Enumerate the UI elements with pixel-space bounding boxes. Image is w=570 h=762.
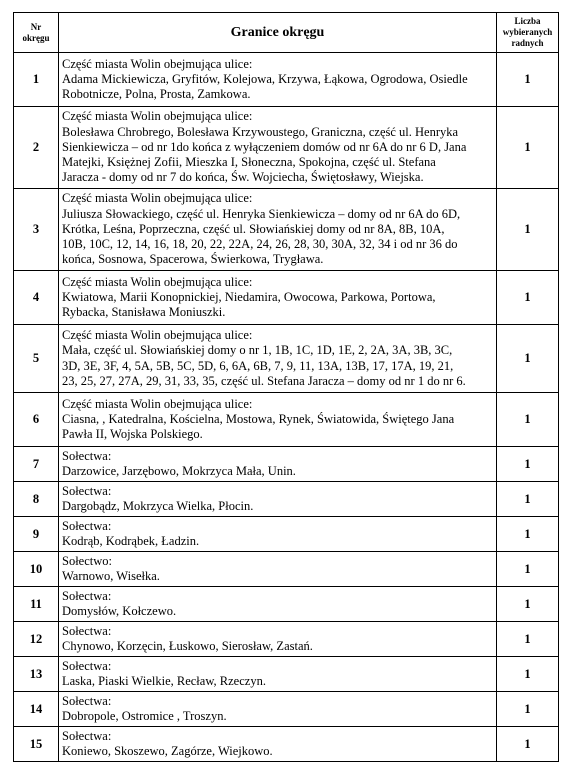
boundary-line: Jaracza - domy od nr 7 do końca, Św. Wojciecha, Świętosławy, Wiejska.: [62, 170, 424, 185]
boundary-line: Adama Mickiewicza, Gryfitów, Kolejowa, Krzywa, Łąkowa, Ogrodowa, Osiedle: [62, 71, 468, 86]
district-number: 9: [14, 517, 59, 552]
boundary-line: 23, 25, 27, 27A, 29, 31, 33, 35, część ul. Stefana Jaracza – domy od nr 1 do nr 6.: [62, 373, 466, 388]
district-boundaries: [59, 552, 497, 587]
table-row: [14, 552, 559, 587]
district-boundaries: [59, 393, 497, 447]
district-number: 13: [14, 657, 59, 692]
boundary-line: Część miasta Wolin obejmująca ulice:: [62, 56, 253, 71]
district-boundaries: [59, 447, 497, 482]
councillors-count: 1: [497, 482, 559, 517]
header-nr-line2: okręgu: [22, 32, 50, 43]
district-boundaries: [59, 727, 497, 762]
boundary-line: Sołectwa:: [62, 483, 112, 498]
boundary-line: Sołectwa:: [62, 448, 112, 463]
header-liczba-line1: Liczba: [514, 16, 541, 26]
header-liczba-line2: wybieranych: [502, 27, 553, 37]
councillors-count: 1: [497, 107, 559, 189]
district-number: 2: [14, 107, 59, 189]
district-number: 6: [14, 393, 59, 447]
boundary-line: Część miasta Wolin obejmująca ulice:: [62, 274, 253, 289]
district-number: 15: [14, 727, 59, 762]
boundary-line: Sołectwa:: [62, 623, 112, 638]
district-number: 5: [14, 325, 59, 393]
table-row: [14, 587, 559, 622]
district-boundaries: [59, 107, 497, 189]
district-boundaries: [59, 692, 497, 727]
district-number: 10: [14, 552, 59, 587]
table-row: [14, 393, 559, 447]
electoral-districts-table: [13, 12, 559, 762]
boundary-line: Część miasta Wolin obejmująca ulice:: [62, 191, 253, 206]
table-body: [14, 53, 559, 762]
boundary-line: Matejki, Księżnej Zofii, Mieszka I, Słoneczna, Spokojna, część ul. Stefana: [62, 155, 436, 170]
councillors-count: 1: [497, 657, 559, 692]
boundary-line: Laska, Piaski Wielkie, Recław, Rzeczyn.: [62, 674, 266, 688]
councillors-count: 1: [497, 271, 559, 325]
councillors-count: 1: [497, 552, 559, 587]
district-boundaries: [59, 517, 497, 552]
district-boundaries: [59, 482, 497, 517]
table-row: [14, 271, 559, 325]
boundary-line: Robotnicze, Polna, Prosta, Zamkowa.: [62, 87, 251, 102]
boundary-line: Część miasta Wolin obejmująca ulice:: [62, 328, 253, 343]
boundary-line: Rybacka, Stanisława Moniuszki.: [62, 305, 226, 320]
boundary-line: Część miasta Wolin obejmująca ulice:: [62, 109, 253, 124]
table-row: [14, 692, 559, 727]
boundary-line: Dobropole, Ostromice , Troszyn.: [62, 709, 227, 723]
boundary-line: Chynowo, Korzęcin, Łuskowo, Sierosław, Zastań.: [62, 639, 313, 653]
district-boundaries: [59, 622, 497, 657]
table-row: [14, 657, 559, 692]
district-number: 8: [14, 482, 59, 517]
table-row: [14, 447, 559, 482]
district-number: 1: [14, 53, 59, 107]
district-boundaries: [59, 657, 497, 692]
district-boundaries: [59, 53, 497, 107]
councillors-count: 1: [497, 622, 559, 657]
district-number: 11: [14, 587, 59, 622]
header-liczba-line3: radnych: [511, 38, 544, 48]
councillors-count: 1: [497, 447, 559, 482]
boundary-line: Koniewo, Skoszewo, Zagórze, Wiejkowo.: [62, 744, 273, 758]
boundary-line: Ciasna, , Katedralna, Kościelna, Mostowa, Rynek, Światowida, Świętego Jana: [62, 411, 455, 426]
boundary-line: Dargobądz, Mokrzyca Wielka, Płocin.: [62, 499, 254, 513]
councillors-count: 1: [497, 727, 559, 762]
table-row: [14, 107, 559, 189]
boundary-line: Sołectwa:: [62, 588, 112, 603]
boundary-line: Sołectwa:: [62, 518, 112, 533]
boundary-line: Pawła II, Wojska Polskiego.: [62, 427, 203, 442]
table-row: [14, 517, 559, 552]
councillors-count: 1: [497, 692, 559, 727]
district-number: 3: [14, 189, 59, 271]
boundary-line: 10B, 10C, 12, 14, 16, 18, 20, 22, 22A, 24, 26, 28, 30, 30A, 32, 34 i od nr 36 do: [62, 237, 458, 252]
boundary-line: Darzowice, Jarzębowo, Mokrzyca Mała, Unin.: [62, 464, 296, 478]
councillors-count: 1: [497, 53, 559, 107]
header-nr-okregu: [14, 13, 59, 53]
councillors-count: 1: [497, 517, 559, 552]
district-boundaries: [59, 587, 497, 622]
boundary-line: końca, Sosnowa, Spacerowa, Świerkowa, Trygława.: [62, 252, 324, 267]
district-boundaries: [59, 189, 497, 271]
district-number: 4: [14, 271, 59, 325]
table-row: [14, 53, 559, 107]
councillors-count: 1: [497, 189, 559, 271]
boundary-line: Kwiatowa, Marii Konopnickiej, Niedamira, Owocowa, Parkowa, Portowa,: [62, 289, 436, 304]
district-boundaries: [59, 271, 497, 325]
boundary-line: Sienkiewicza – od nr 1do końca z wyłączeniem domów od nr 6A do nr 6 D, Jana: [62, 139, 467, 154]
boundary-line: Sołectwa:: [62, 728, 112, 743]
boundary-line: 3D, 3E, 3F, 4, 5A, 5B, 5C, 5D, 6, 6A, 6B, 7, 9, 11, 13A, 13B, 17, 17A, 19, 21,: [62, 358, 454, 373]
header-nr-line1: Nr: [30, 21, 42, 32]
boundary-line: Domysłów, Kołczewo.: [62, 604, 177, 618]
table-row: [14, 727, 559, 762]
boundary-line: Juliusza Słowackiego, część ul. Henryka Sienkiewicza – domy od nr 6A do 6D,: [62, 206, 461, 221]
table-row: [14, 482, 559, 517]
councillors-count: 1: [497, 587, 559, 622]
boundary-line: Kodrąb, Kodrąbek, Ładzin.: [62, 534, 200, 548]
boundary-line: Sołectwo:: [62, 553, 112, 568]
district-number: 14: [14, 692, 59, 727]
district-number: 12: [14, 622, 59, 657]
district-number: 7: [14, 447, 59, 482]
header-granice-okregu: Granice okręgu: [59, 13, 497, 53]
boundary-line: Sołectwa:: [62, 658, 112, 673]
district-boundaries: [59, 325, 497, 393]
boundary-line: Sołectwa:: [62, 693, 112, 708]
document-page: [13, 12, 558, 762]
boundary-line: Krótka, Leśna, Poprzeczna, część ul. Słowiańskiej domy od nr 8A, 8B, 10A,: [62, 221, 445, 236]
table-row: [14, 325, 559, 393]
table-header-row: [14, 13, 559, 53]
boundary-line: Warnowo, Wisełka.: [62, 569, 160, 583]
table-row: [14, 189, 559, 271]
boundary-line: Mała, część ul. Słowiańskiej domy o nr 1, 1B, 1C, 1D, 1E, 2, 2A, 3A, 3B, 3C,: [62, 343, 453, 358]
table-row: [14, 622, 559, 657]
councillors-count: 1: [497, 325, 559, 393]
header-liczba-radnych: [497, 13, 559, 53]
boundary-line: Część miasta Wolin obejmująca ulice:: [62, 396, 253, 411]
councillors-count: 1: [497, 393, 559, 447]
boundary-line: Bolesława Chrobrego, Bolesława Krzywoustego, Graniczna, część ul. Henryka: [62, 124, 459, 139]
